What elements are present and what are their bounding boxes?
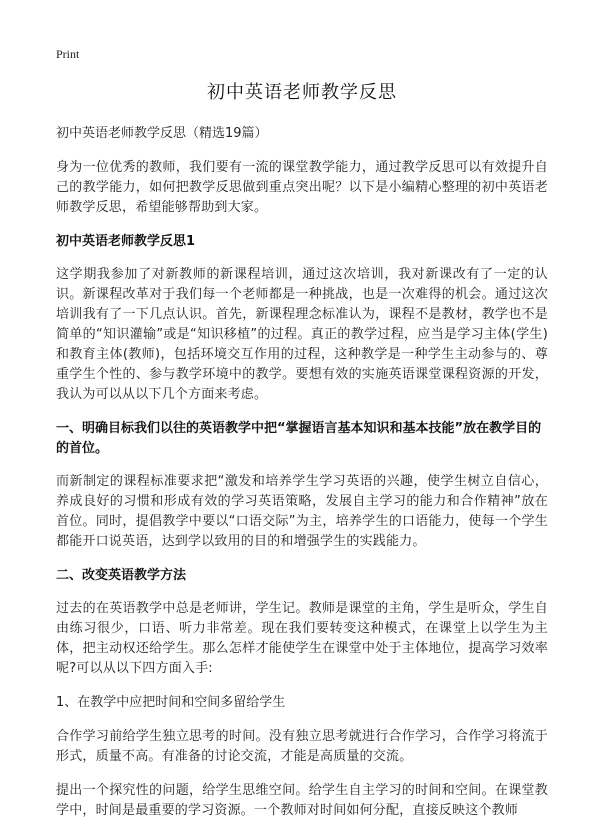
paragraph-1: 这学期我参加了对新教师的新课程培训，通过这次培训，我对新课改有了一定的认识。新课程改革对于我们每一个老师都是一种挑战，也是一次难得的机会。通过这次培训我有了一下几点认识。首先，新课程理念标准认为，课程不是教材，教学也不是简单的“知识灌输”或是“知识移植”的过程。真正的教学过程，应当是学习主体(学生)和教育主体(教师)，包括环境交互作用的过程，这种教学是一种学生主动参与的、尊重学生个性的、参与教学环境中的教学。要想有效的实施英语课堂课程资源的开发，我认为可以从以下几个方面来考虑。: [56, 267, 548, 402]
paragraph-4: 合作学习前给学生独立思考的时间。没有独立思考就进行合作学习，合作学习将流于形式，质量不高。有准备的讨论交流，才能是高质量的交流。: [56, 729, 548, 764]
document-body: [56, 78, 548, 835]
subheading-time-space: 1、在教学中应把时间和空间多留给学生: [56, 695, 286, 710]
print-link[interactable]: Print: [56, 47, 80, 61]
paragraph-5: 提出一个探究性的问题，给学生思维空间。给学生自主学习的时间和空间。在课堂教学中，时间是最重要的学习资源。一个教师对时间如何分配，直接反映这个教师: [56, 783, 548, 818]
heading-objectives: 一、明确目标我们以往的英语教学中把“掌握语言基本知识和基本技能”放在教学目的的首位。: [56, 421, 542, 456]
paragraph-3: 过去的在英语教学中总是老师讲，学生记。教师是课堂的主角，学生是听众，学生自由练习很少，口语、听力非常差。现在我们要转变这种模式，在课堂上以学生为主体，把主动权还给学生。那么怎样才能使学生在课堂中处于主体地位，提高学习效率呢?可以从以下四方面入手:: [56, 601, 548, 676]
page-title: 初中英语老师教学反思: [207, 82, 397, 103]
section-heading: 初中英语老师教学反思1: [56, 234, 196, 249]
heading-teaching-methods: 二、改变英语教学方法: [56, 568, 187, 583]
document-subtitle: 初中英语老师教学反思（精选19篇）: [56, 126, 268, 141]
intro-paragraph: 身为一位优秀的教师，我们要有一流的课堂教学能力，通过教学反思可以有效提升自己的教学能力，如何把教学反思做到重点突出呢？以下是小编精心整理的初中英语老师教学反思，希望能够帮助到大家。: [56, 160, 548, 215]
paragraph-2: 而新制定的课程标准要求把“激发和培养学生学习英语的兴趣，使学生树立自信心，养成良好的习惯和形成有效的学习英语策略，发展自主学习的能力和合作精神”放在首位。同时，提倡教学中要以“口语交际”为主，培养学生的口语能力，使每一个学生都能开口说英语，达到学以致用的目的和增强学生的实践能力。: [56, 474, 548, 549]
